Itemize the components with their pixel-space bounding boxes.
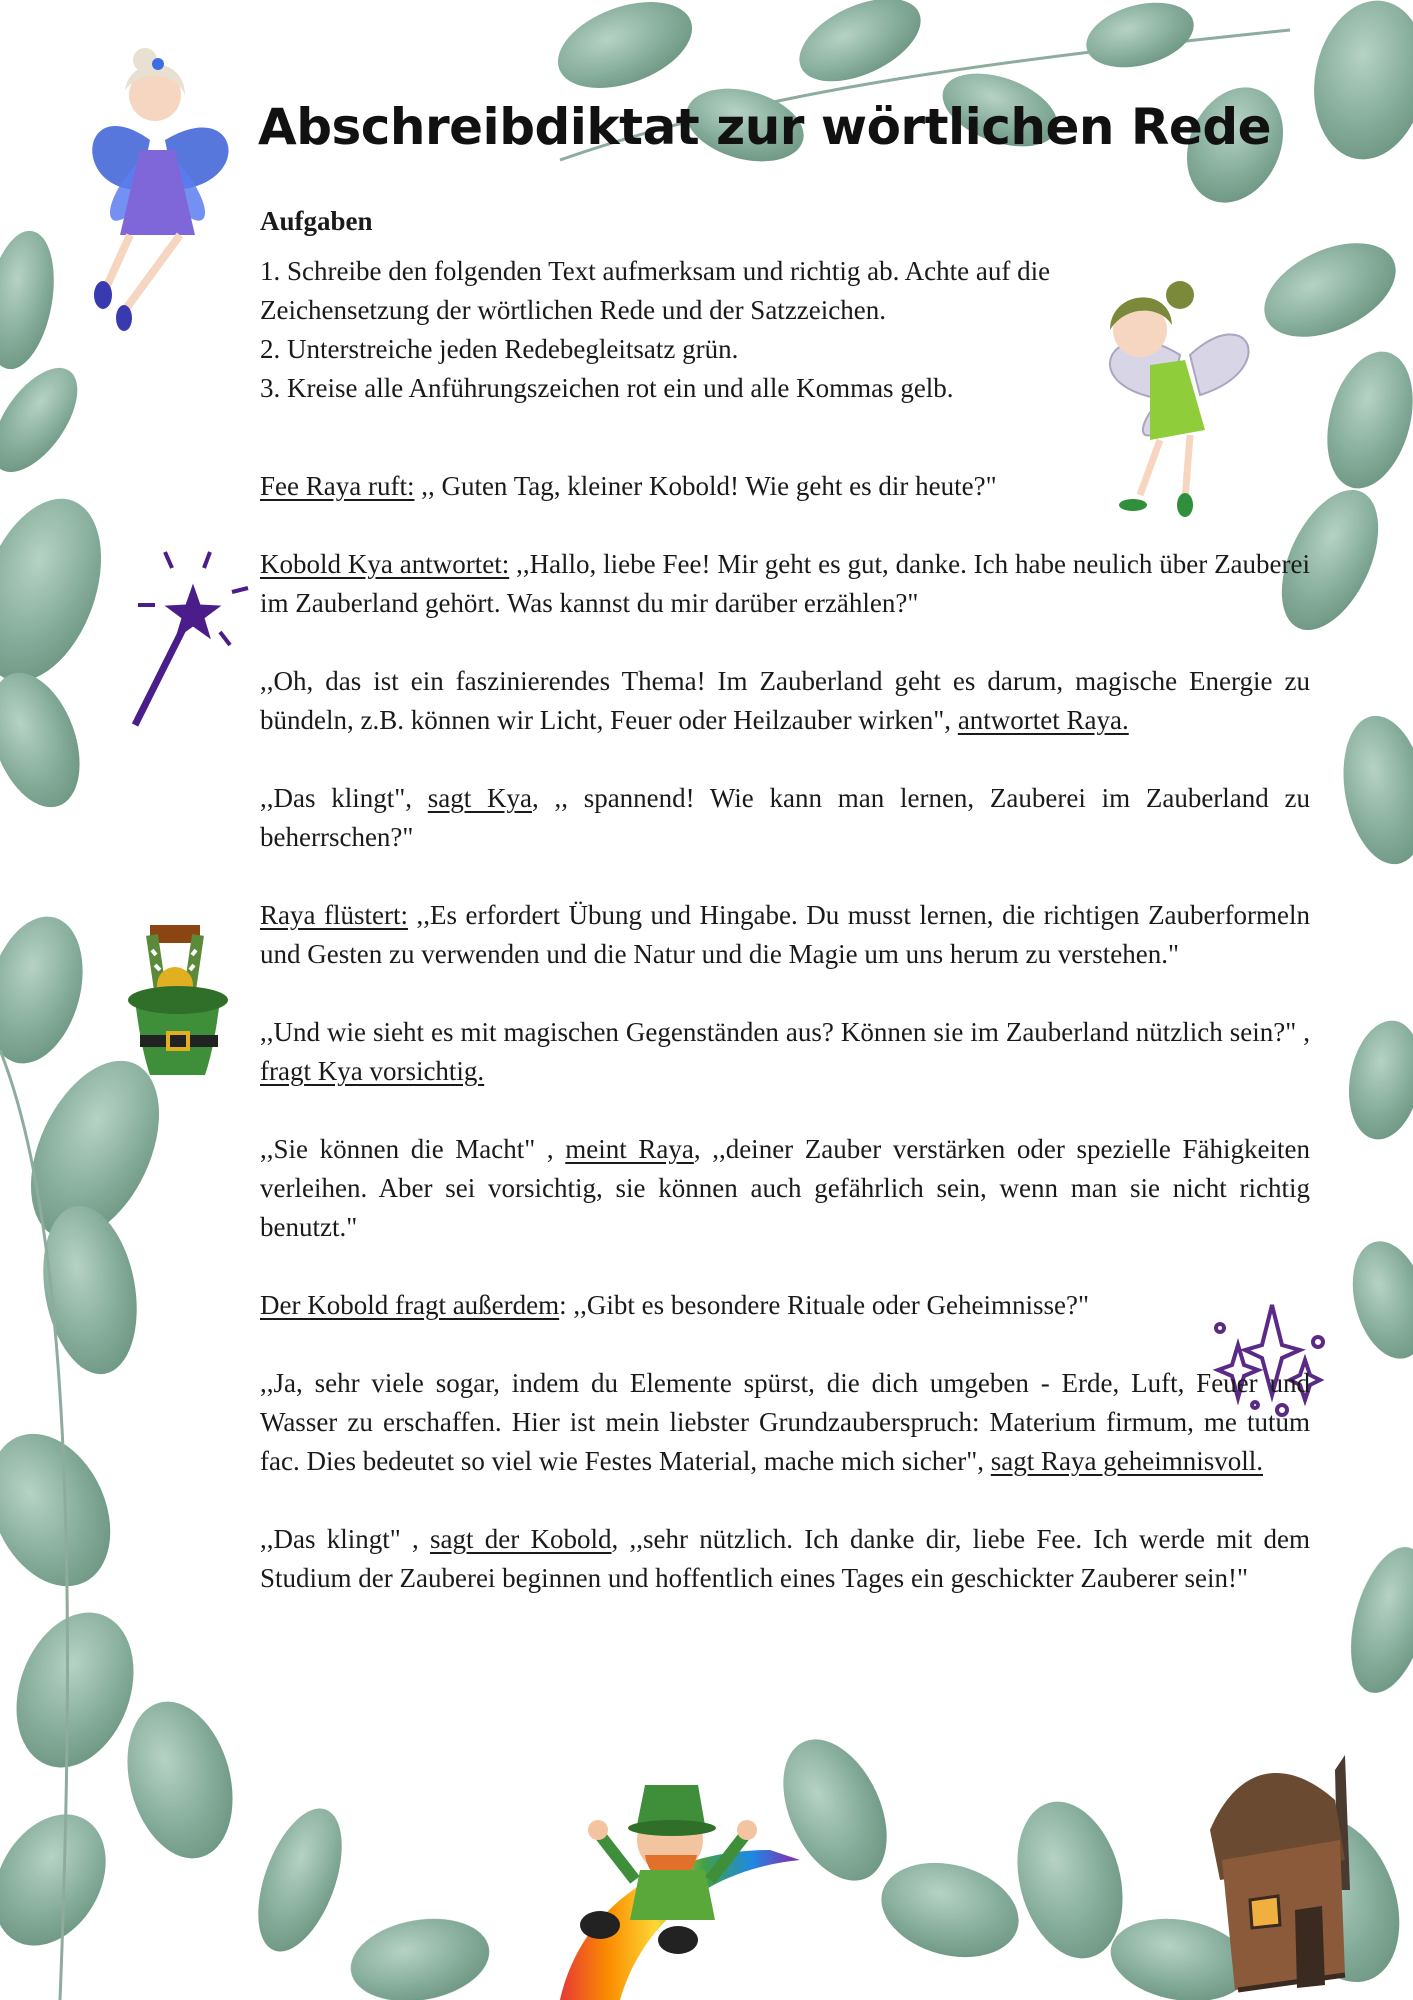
speech-tag: sagt Kya [427,783,532,813]
speech-text: ,,Sie können die Macht" , [260,1134,566,1164]
speech-tag: fragt Kya vorsichtig. [260,1056,485,1086]
page-title: Abschreibdiktat zur wörtlichen Rede [258,98,1272,156]
speech-text: , ,,sehr nützlich. Ich danke dir, liebe Fee. Ich werde mit dem Studium der Zauberei beginnen und hoffentlich eines Tages ein geschickter Zauberer sein!" [260,1524,1311,1593]
dialogue-paragraph [260,896,1310,974]
dialogue-paragraph [260,1130,1310,1247]
speech-text: ,,Das klingt" , [260,1524,431,1554]
speech-text: , ,,deiner Zauber verstärken oder spezielle Fähigkeiten verleihen. Aber sei vorsichtig, sie können auch gefährlich sein, wenn man sie nicht richtig benutzt." [260,1134,1310,1242]
speech-text: ,,Es erfordert Übung und Hingabe. Du musst lernen, die richtigen Zauberformeln und Gesten zu verwenden und die Natur und die Magie um uns herum zu verstehen." [260,900,1310,969]
dialogue-paragraph [260,545,1310,623]
task-item: 1. Schreibe den folgenden Text aufmerksam und richtig ab. Achte auf die Zeichensetzung der wörtlichen Rede und der Satzzeichen. [260,256,1051,325]
speech-text: , ,, spannend! Wie kann man lernen, Zauberei im Zauberland zu beherrschen?" [260,783,1310,852]
tasks-heading: Aufgaben [260,206,373,236]
speech-text: : ,,Gibt es besondere Rituale oder Geheimnisse?" [559,1290,1090,1320]
speech-tag: Kobold Kya antwortet: [260,549,510,579]
speech-text: ,,Hallo, liebe Fee! Mir geht es gut, danke. Ich habe neulich über Zauberei im Zauberland gehört. Was kannst du mir darüber erzählen?" [260,549,1311,618]
speech-tag: meint Raya [565,1134,694,1164]
dialogue-paragraph [260,1364,1310,1481]
dictation-text [260,467,1310,1637]
magic-wand-icon [135,552,248,725]
dialogue-paragraph [260,467,1310,506]
speech-tag: Raya flüstert: [260,900,408,930]
task-list [260,252,1160,408]
speech-text: ,, Guten Tag, kleiner Kobold! Wie geht es dir heute?" [414,471,997,501]
speech-text: ,,Ja, sehr viele sogar, indem du Elemente spürst, die dich umgeben - Erde, Luft, Feuer und Wasser zu erschaffen. Hier ist mein liebster Grundzauberspruch: Materium firmum, me tutum fac. Dies bedeutet so viel wie Festes Material, mache mich sicher", [260,1368,1310,1476]
speech-text: ,,Und wie sieht es mit magischen Gegenständen aus? Können sie im Zauberland nützlich sein?" , [260,1017,1310,1047]
speech-tag: Fee Raya ruft: [260,471,415,501]
leprechaun-rainbow-icon [560,1785,800,2000]
speech-tag: Der Kobold fragt außerdem [260,1290,560,1320]
speech-text: ,,Oh, das ist ein faszinierendes Thema! Im Zauberland geht es darum, magische Energie zu bündeln, z.B. können wir Licht, Feuer oder Heilzauber wirken", [260,666,1310,735]
blue-fairy-icon [92,48,228,331]
speech-tag: antwortet Raya. [957,705,1129,735]
speech-tag: sagt Raya geheimnisvoll. [990,1446,1263,1476]
task-item: 3. Kreise alle Anführungszeichen rot ein und alle Kommas gelb. [260,373,954,403]
dialogue-paragraph [260,662,1310,740]
dialogue-paragraph [260,1520,1310,1598]
speech-text: ,,Das klingt", [260,783,428,813]
task-item: 2. Unterstreiche jeden Redebegleitsatz grün. [260,334,739,364]
dialogue-paragraph [260,1286,1310,1325]
speech-tag: sagt der Kobold [430,1524,612,1554]
leprechaun-hat-icon [128,925,228,1075]
dialogue-paragraph [260,779,1310,857]
dialogue-paragraph [260,1013,1310,1091]
